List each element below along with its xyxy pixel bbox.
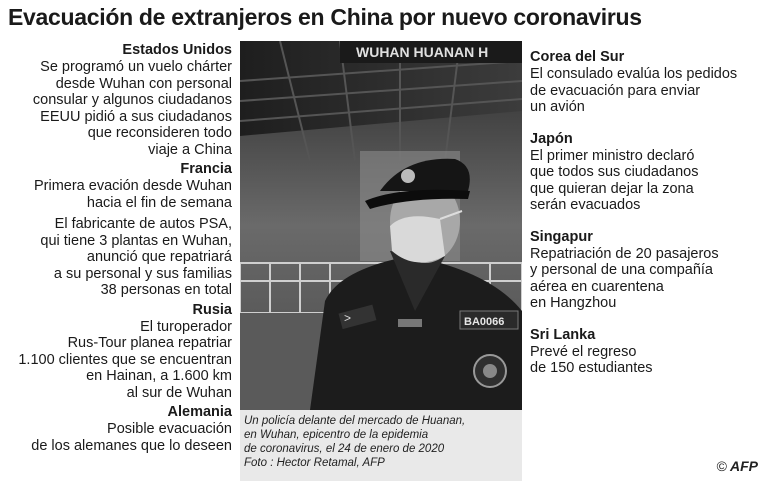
copyright-symbol: © [716,458,727,474]
sri-lanka-text: Prevé el regreso de 150 estudiantes [530,343,653,376]
country-francia: Francia [180,161,232,177]
estados-unidos-text: Se programó un vuelo chárter desde Wuhan con personal consular y algunos ciudadanos EEUU pidió a sus ciudadanos que reconsideren todo viaje a China [32,59,232,158]
japon-text: El primer ministro declaró que todos sus ciudadanos que quieran dejar la zona serán evacuados [530,147,699,213]
corea-text: El consulado evalúa los pedidos de evacuación para enviar un avión [530,66,738,115]
afp-logo-text: AFP [730,458,758,474]
singapur-text: Repatriación de 20 pasajeros y personal de una compañía aérea en cuarentena en Hangzhou [530,245,719,311]
police-officer-photo [240,41,522,410]
country-rusia: Rusia [192,301,232,318]
francia-text-2: El fabricante de autos PSA, qui tiene 3 plantas en Wuhan, anunció que repatriará a su personal y sus familias 38 personas en total [40,216,232,298]
alemania-text: Posible evacuación de los alemanes que lo deseen [31,421,232,454]
infographic-title: Evacuación de extranjeros en China por nuevo coronavirus [8,4,642,30]
photo-caption-box [240,410,522,481]
francia-text-1: Primera evación desde Wuhan hacia el fin de semana [33,178,232,211]
rusia-text: El turoperador Rus-Tour planea repatriar 1.100 clientes que se encuentran en Hainan, a 1.600 km al sur de Wuhan [18,318,232,401]
country-corea-del-sur: Corea del Sur [530,49,625,65]
photo-caption: Un policía delante del mercado de Huanan, en Wuhan, epicentro de la epidemia de coronavirus, el 24 de enero de 2020 Foto : Hector Retamal, AFP [244,415,466,469]
photo-illustration [240,41,522,410]
country-sri-lanka: Sri Lanka [530,326,596,343]
officer-badge-text: BA0066 [464,316,505,328]
country-singapur: Singapur [530,228,593,245]
afp-credit [717,458,758,474]
country-japon: Japón [530,130,573,147]
market-sign-text: WUHAN HUANAN H [356,44,489,60]
right-column [530,48,762,377]
left-column [0,41,232,454]
country-alemania: Alemania [167,404,232,420]
svg-text:>: > [344,311,352,325]
country-estados-unidos: Estados Unidos [122,42,232,58]
